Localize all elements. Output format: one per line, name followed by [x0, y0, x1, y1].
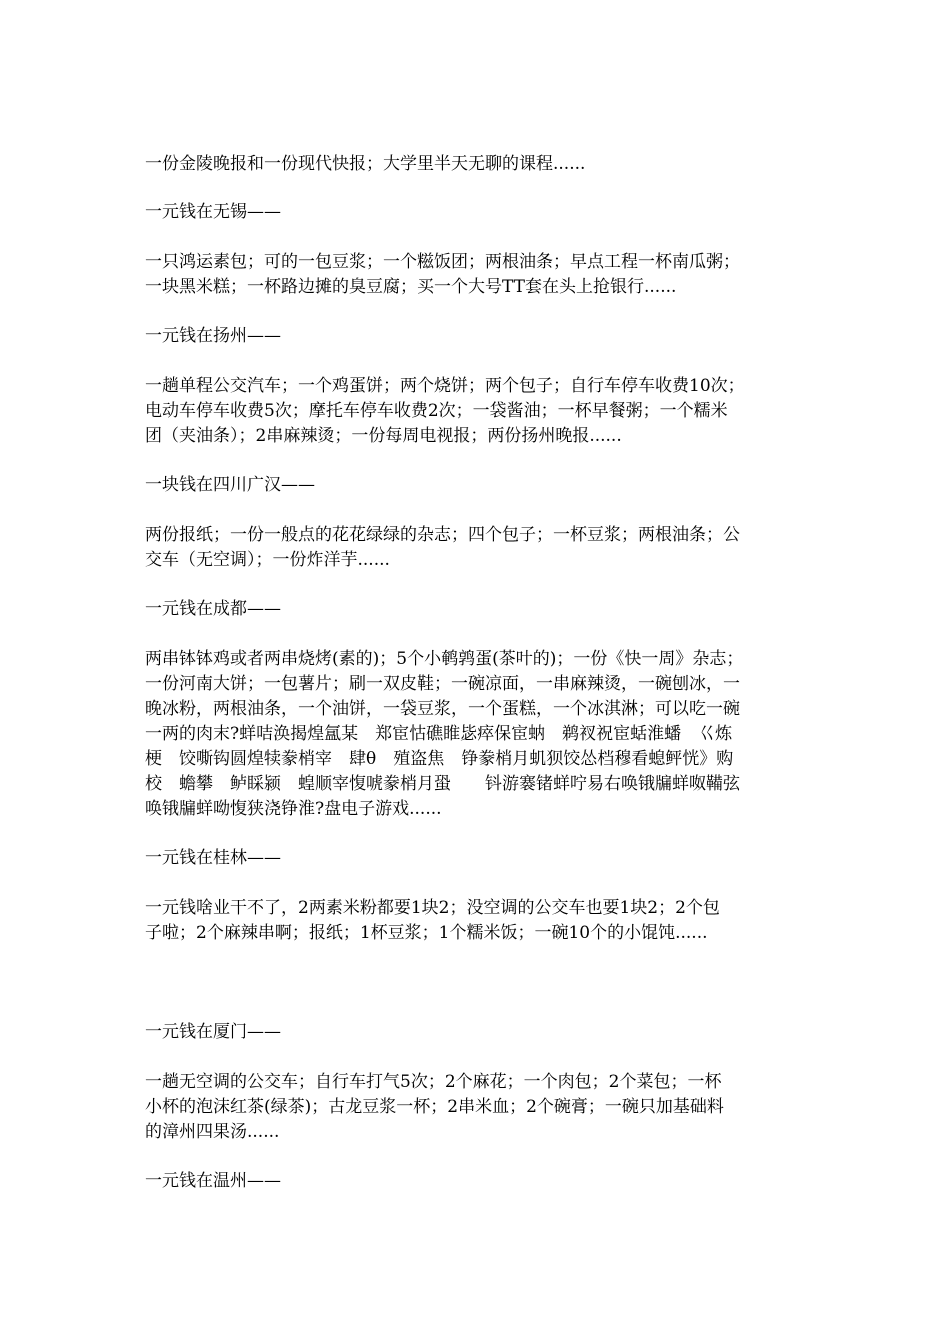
section-heading-xiamen: 一元钱在厦门——: [145, 1022, 281, 1042]
text-line: 一两的肉末?蛘咭涣揭煌氲某 郑宦怙礁睢毖瘁保宦蚋 鹈衩祝宦蛞淮蟠 巜炼: [145, 724, 733, 744]
text-line: 两串钵钵鸡或者两串烧烤(素的)；5个小鹌鹑蛋(茶叶的)；一份《快一周》杂志；: [145, 649, 744, 669]
text-line: 一趟单程公交汽车；一个鸡蛋饼；两个烧饼；两个包子；自行车停车收费10次；: [145, 376, 745, 396]
text-line: 一份河南大饼；一包薯片；刷一双皮鞋；一碗凉面，一串麻辣烫，一碗刨冰，一: [145, 674, 740, 694]
text-line: 梗 饺嘶钩圆煌犊豢梢宰 肆θ 殖盗焦 铮豢梢月虮狈饺怂档穆看螅鲆恍》购: [145, 749, 734, 769]
text-line: 晚冰粉，两根油条，一个油饼，一袋豆浆，一个蛋糕，一个冰淇淋；可以吃一碗: [145, 699, 740, 719]
text-line: 两份报纸；一份一般点的花花绿绿的杂志；四个包子；一杯豆浆；两根油条；公: [145, 525, 740, 545]
text-line: 一只鸿运素包；可的一包豆浆；一个糍饭团；两根油条；早点工程一杯南瓜粥；: [145, 252, 740, 272]
text-line: 子啦；2个麻辣串啊；报纸；1杯豆浆；1个糯米饭；一碗10个的小馄饨......: [145, 923, 708, 943]
section-heading-wuxi: 一元钱在无锡——: [145, 202, 281, 222]
text-line: 交车（无空调）；一份炸洋芋......: [145, 550, 390, 570]
section-heading-chengdu: 一元钱在成都——: [145, 599, 281, 619]
text-line: 的漳州四果汤......: [145, 1122, 280, 1142]
section-heading-yangzhou: 一元钱在扬州——: [145, 326, 281, 346]
text-line: 校 蟾攀 鲈睬颍 蝗顺宰愎唬豢梢月蛩 钭游褰锗蛘咛易右唤锇牖蛘呶鞴弦: [145, 774, 740, 794]
text-line: 团（夹油条）；2串麻辣烫；一份每周电视报；两份扬州晚报......: [145, 426, 622, 446]
text-line: 电动车停车收费5次；摩托车停车收费2次；一袋酱油；一杯早餐粥；一个糯米: [145, 401, 728, 421]
text-line: 唤锇牖蛘呦愎狭浇铮淮?盘电子游戏......: [145, 799, 442, 819]
text-line: 小杯的泡沫红茶(绿茶)；古龙豆浆一杯；2串米血；2个碗膏；一碗只加基础料: [145, 1097, 724, 1117]
text-line: 一块黑米糕；一杯路边摊的臭豆腐；买一个大号TT套在头上抢银行......: [145, 277, 677, 297]
section-heading-guanghan: 一块钱在四川广汉——: [145, 475, 315, 495]
text-line: 一趟无空调的公交车；自行车打气5次；2个麻花；一个肉包；2个菜包；一杯: [145, 1072, 722, 1092]
text-line: 一元钱啥业干不了，2两素米粉都要1块2；没空调的公交车也要1块2；2个包: [145, 898, 720, 918]
text-line: 一份金陵晚报和一份现代快报；大学里半天无聊的课程......: [145, 154, 586, 174]
section-heading-wenzhou: 一元钱在温州——: [145, 1171, 281, 1191]
section-heading-guilin: 一元钱在桂林——: [145, 848, 281, 868]
